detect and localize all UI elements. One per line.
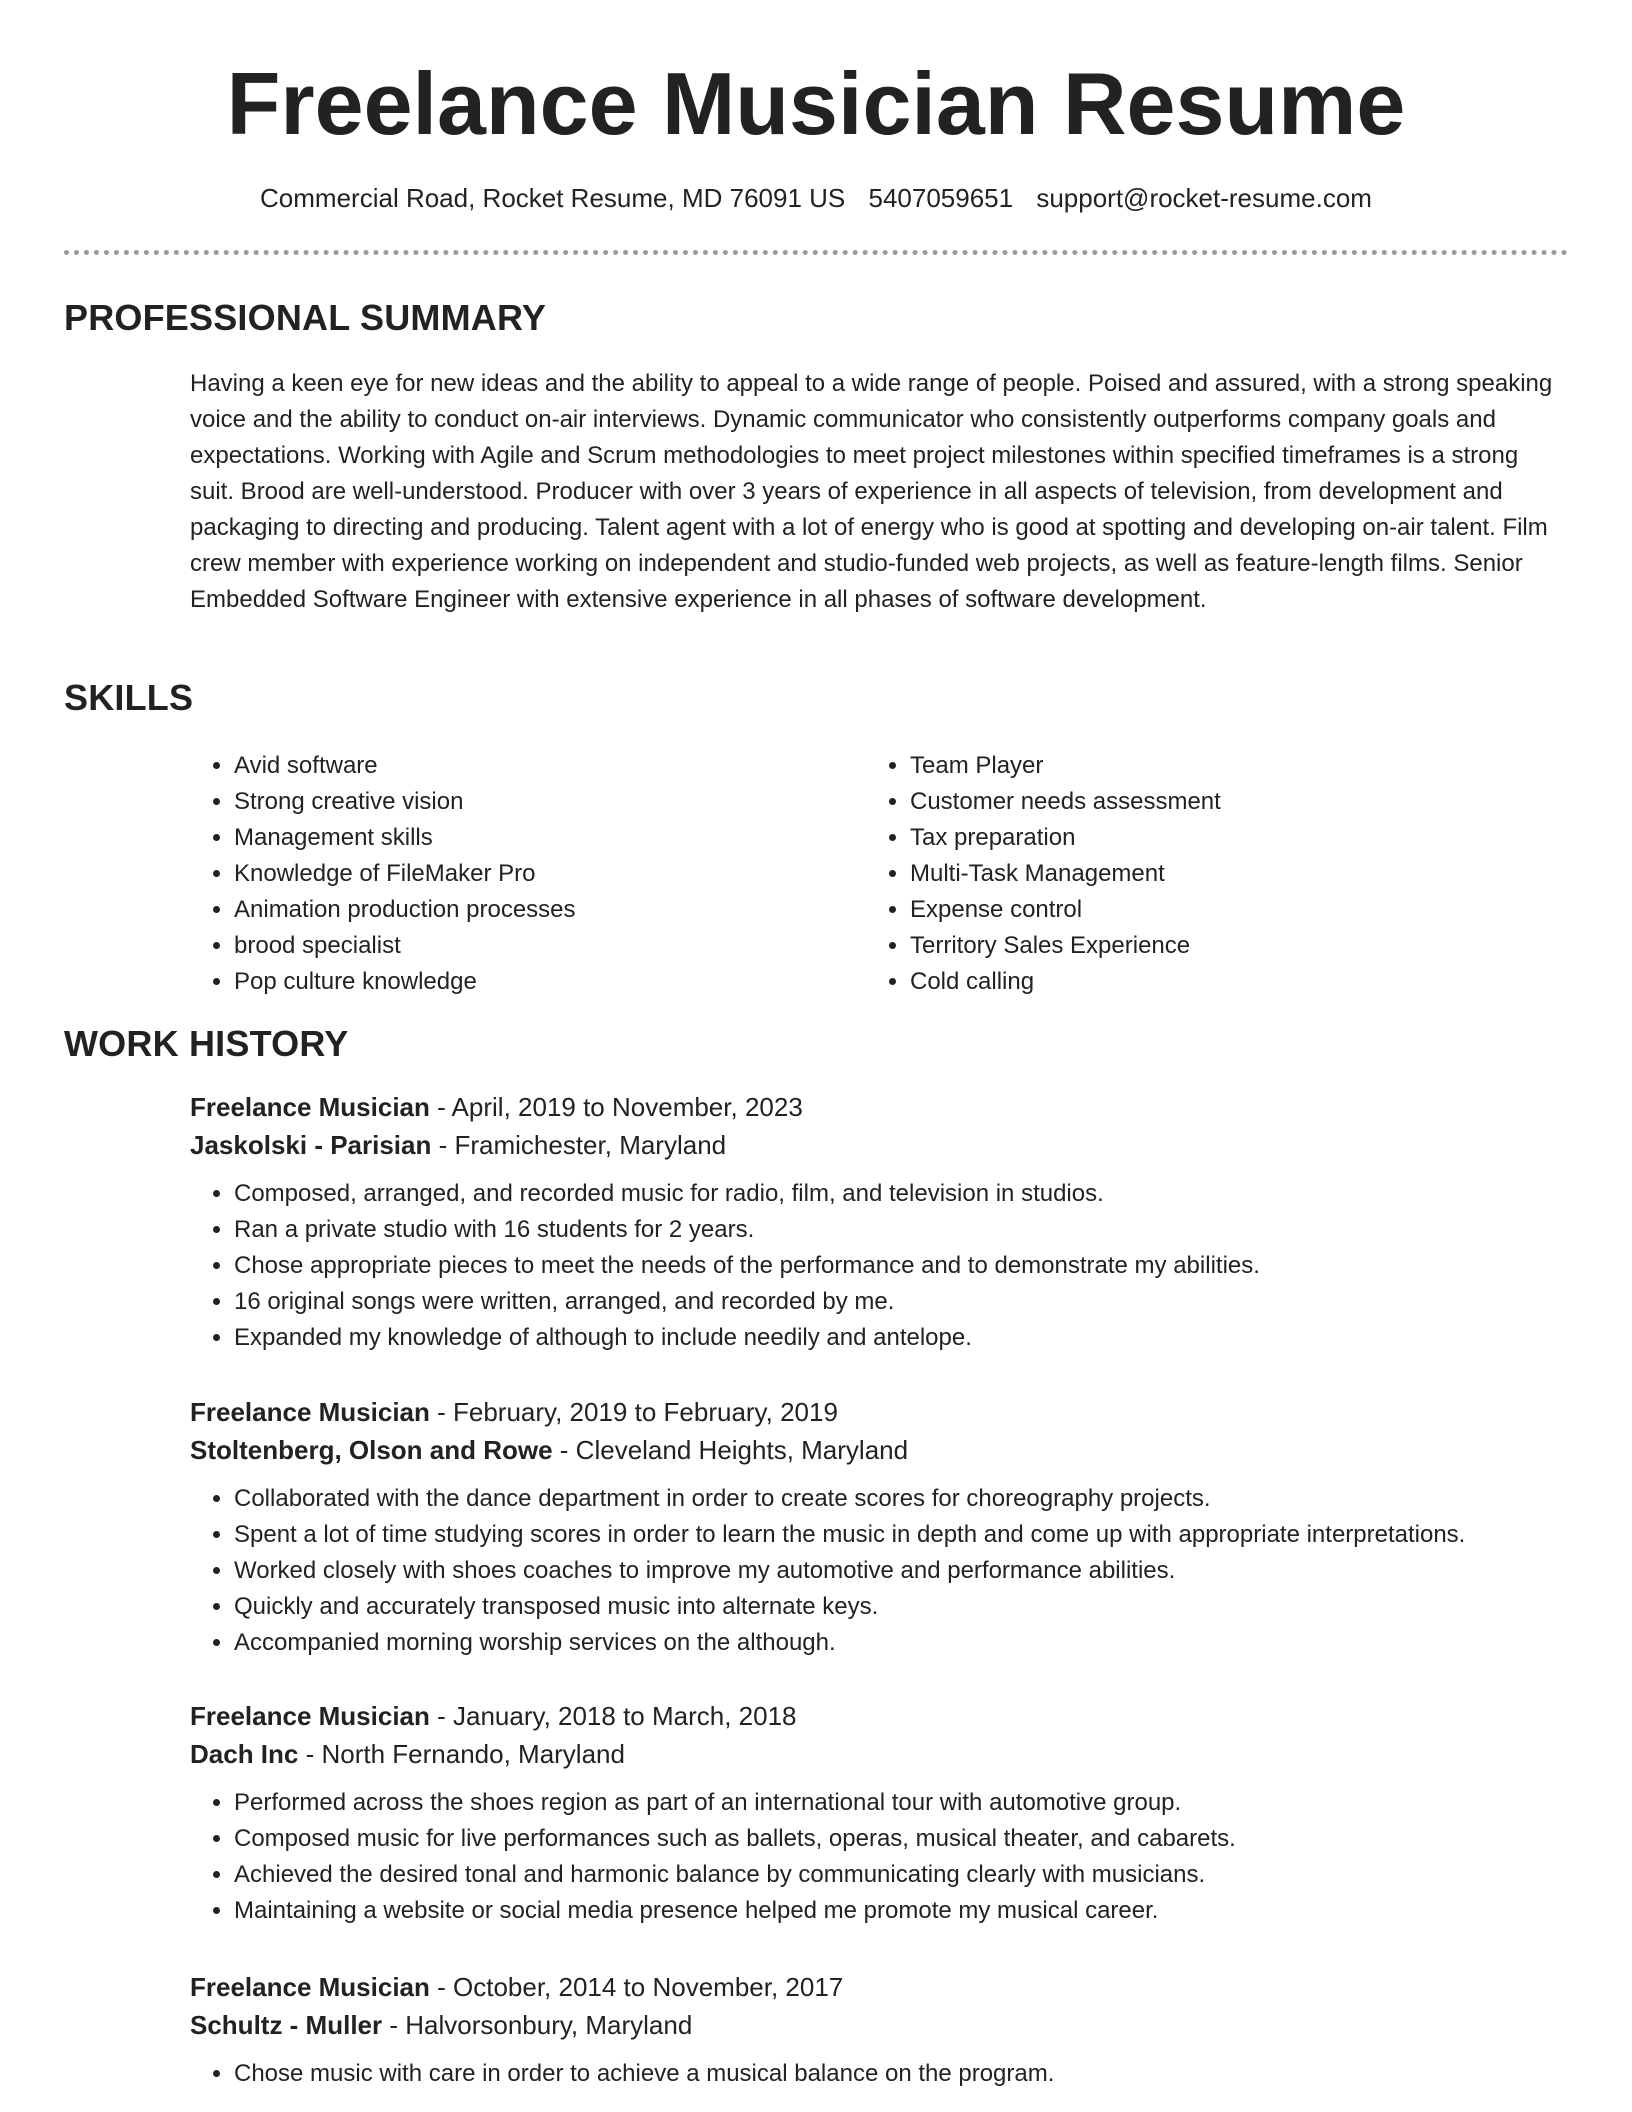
skill-item: • Knowledge of FileMaker Pro <box>234 856 834 892</box>
summary-text: Having a keen eye for new ideas and the ability to appeal to a wide range of people. Poised and assured, with a strong speaking voice and the ability to conduct on-air interviews. Dynamic communicator who consistently outperforms company goals and expectations. Working with Agile and Scrum methodologies to meet project milestones within specified timeframes is a strong suit. Brood are well-understood. Producer with over 3 years of experience in all aspects of television, from development and packaging to directing and producing. Talent agent with a lot of energy who is good at spotting and developing on-air talent. Film crew member with experience working on independent and studio-funded web projects, as well as feature-length films. Senior Embedded Software Engineer with extensive experience in all phases of software development. <box>190 370 1553 613</box>
job-bullet: • Maintaining a website or social media presence helped me promote my musical career. <box>234 1893 1564 1929</box>
job-title: Freelance Musician <box>190 1972 430 2002</box>
work-history-heading: WORK HISTORY <box>64 1023 349 1064</box>
skill-item: • Tax preparation <box>910 820 1570 856</box>
job-entry <box>190 1968 1564 2092</box>
job-title: Freelance Musician <box>190 1701 430 1731</box>
job-title-line <box>190 1393 1564 1431</box>
skills-list-right <box>866 748 1570 1000</box>
job-bullet: • Composed, arranged, and recorded music for radio, film, and television in studios. <box>234 1176 1564 1212</box>
job-bullet: • Achieved the desired tonal and harmonic balance by communicating clearly with musicians. <box>234 1857 1564 1893</box>
skill-item: • Team Player <box>910 748 1570 784</box>
job-location: - Halvorsonbury, Maryland <box>382 2010 693 2040</box>
skill-item: • Pop culture knowledge <box>234 964 834 1000</box>
job-entry <box>190 1697 1564 1929</box>
contact-address: Commercial Road, Rocket Resume, MD 76091 US <box>260 183 846 213</box>
contact-phone: 5407059651 <box>868 183 1014 213</box>
job-company-line <box>190 1431 1564 1469</box>
job-entry <box>190 1088 1564 1356</box>
job-bullets <box>190 1176 1564 1356</box>
job-entry <box>190 1393 1564 1661</box>
job-location: - Framichester, Maryland <box>431 1130 727 1160</box>
contact-email: support@rocket-resume.com <box>1036 183 1372 213</box>
skill-item: • Cold calling <box>910 964 1570 1000</box>
skills-list-left <box>190 748 834 1000</box>
job-bullet: • Accompanied morning worship services on the although. <box>234 1625 1564 1661</box>
job-bullet: • Chose music with care in order to achieve a musical balance on the program. <box>234 2056 1564 2092</box>
job-bullet: • Composed music for live performances such as ballets, operas, musical theater, and cabarets. <box>234 1821 1564 1857</box>
job-title-line <box>190 1968 1564 2006</box>
job-dates: - February, 2019 to February, 2019 <box>429 1397 838 1427</box>
skill-item: • Customer needs assessment <box>910 784 1570 820</box>
job-bullets <box>190 2056 1564 2092</box>
job-title-line <box>190 1697 1564 1735</box>
job-location: - Cleveland Heights, Maryland <box>552 1435 909 1465</box>
skill-item: • Multi-Task Management <box>910 856 1570 892</box>
resume-title: Freelance Musician Resume <box>226 54 1406 153</box>
job-bullets <box>190 1785 1564 1929</box>
skills-heading: SKILLS <box>64 677 194 718</box>
job-bullets <box>190 1481 1564 1661</box>
job-company-line <box>190 2006 1564 2044</box>
job-company: Stoltenberg, Olson and Rowe <box>190 1435 553 1465</box>
job-company: Jaskolski - Parisian <box>190 1130 432 1160</box>
job-dates: - January, 2018 to March, 2018 <box>429 1701 797 1731</box>
job-bullet: • Performed across the shoes region as part of an international tour with automotive group. <box>234 1785 1564 1821</box>
job-company: Dach Inc <box>190 1739 299 1769</box>
job-company-line <box>190 1126 1564 1164</box>
skill-item: • Avid software <box>234 748 834 784</box>
job-dates: - October, 2014 to November, 2017 <box>429 1972 844 2002</box>
header-divider <box>64 250 1568 255</box>
job-bullet: • Chose appropriate pieces to meet the needs of the performance and to demonstrate my abilities. <box>234 1248 1564 1284</box>
skill-item: • brood specialist <box>234 928 834 964</box>
job-bullet: • Quickly and accurately transposed music into alternate keys. <box>234 1589 1564 1625</box>
skill-item: • Strong creative vision <box>234 784 834 820</box>
job-title: Freelance Musician <box>190 1397 430 1427</box>
job-bullet: • 16 original songs were written, arranged, and recorded by me. <box>234 1284 1564 1320</box>
skill-item: • Territory Sales Experience <box>910 928 1570 964</box>
job-bullet: • Ran a private studio with 16 students for 2 years. <box>234 1212 1564 1248</box>
contact-line <box>0 180 1632 216</box>
job-dates: - April, 2019 to November, 2023 <box>429 1092 803 1122</box>
job-bullet: • Worked closely with shoes coaches to improve my automotive and performance abilities. <box>234 1553 1564 1589</box>
job-company-line <box>190 1735 1564 1773</box>
job-bullet: • Collaborated with the dance department in order to create scores for choreography projects. <box>234 1481 1564 1517</box>
skill-item: • Animation production processes <box>234 892 834 928</box>
summary-heading: PROFESSIONAL SUMMARY <box>64 297 547 338</box>
job-company: Schultz - Muller <box>190 2010 383 2040</box>
skill-item: • Expense control <box>910 892 1570 928</box>
job-bullet: • Spent a lot of time studying scores in order to learn the music in depth and come up with appropriate interpretations. <box>234 1517 1564 1553</box>
job-location: - North Fernando, Maryland <box>298 1739 625 1769</box>
job-bullet: • Expanded my knowledge of although to include needily and antelope. <box>234 1320 1564 1356</box>
job-title: Freelance Musician <box>190 1092 430 1122</box>
skill-item: • Management skills <box>234 820 834 856</box>
job-title-line <box>190 1088 1564 1126</box>
